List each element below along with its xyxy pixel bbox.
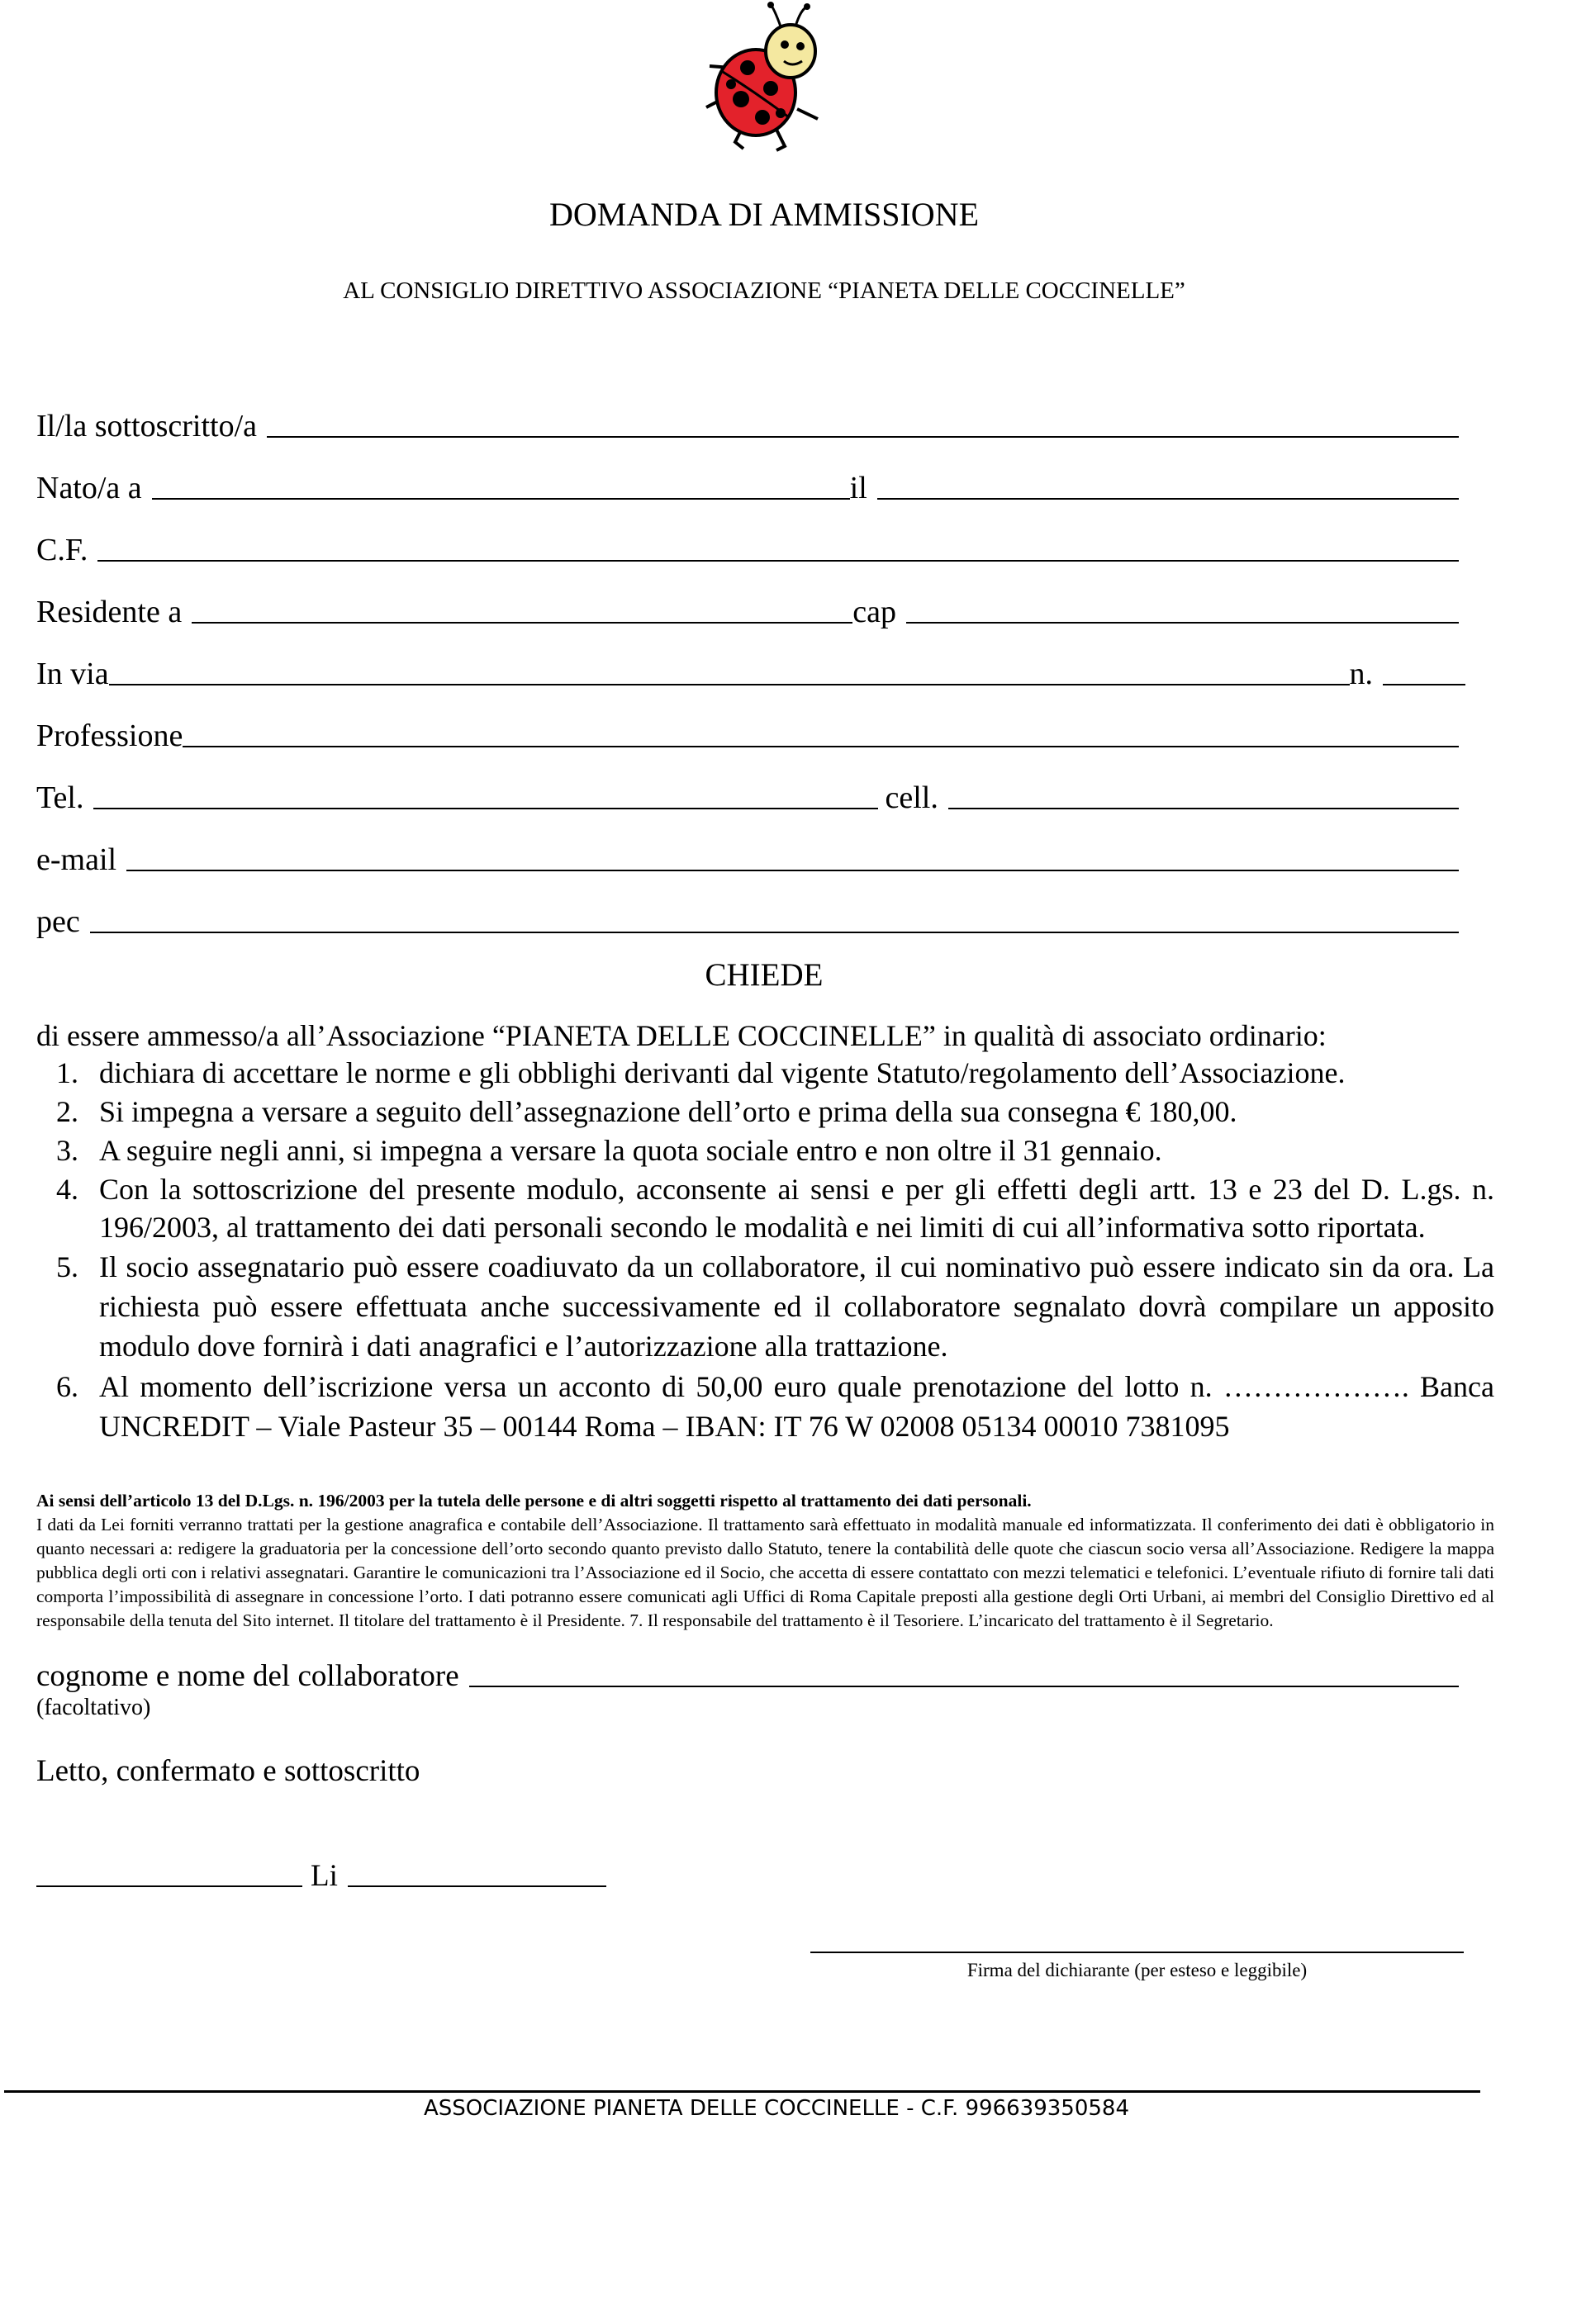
signature-line[interactable]: [810, 1952, 1464, 1953]
label-professione: Professione: [36, 719, 183, 753]
footer-text: ASSOCIAZIONE PIANETA DELLE COCCINELLE - C.F. 996639350584: [423, 2096, 1129, 2121]
label-residente: Residente a: [36, 595, 183, 629]
footer-divider: [4, 2090, 1480, 2093]
page-subtitle: AL CONSIGLIO DIRETTIVO ASSOCIAZIONE “PIANETA DELLE COCCINELLE”: [343, 277, 1185, 304]
input-line-luogo[interactable]: [36, 1885, 302, 1887]
input-line-residenza[interactable]: [192, 622, 852, 624]
item-text: Si impegna a versare a seguito dell’assegnazione dell’orto e prima della sua consegna € 180,00.: [99, 1095, 1237, 1128]
label-cell: cell.: [885, 780, 938, 815]
privacy-body: I dati da Lei forniti verranno trattati per la gestione anagrafica e contabile dell’Associazione. Il trattamento sarà effettuato in modalità manuale ed informatizzata. Il conferimento dei dati è obbligatorio in quanto necessari a: redigere la graduatoria per la concessione dell’orto secondo quanto previsto dallo Statuto, tenere la contabilità delle quote che ciascun socio versa all’Associazione. Redigere la mappa pubblica degli orti con i relativi assegnatari. Garantire le comunicazioni tra l’Associazione ed il Socio, che accetta di essere contattato con mezzi telematici e telefonici. L’eventuale rifiuto di fornire tali dati comporta l’impossibilità di assegnare in concessione l’orto. I dati potranno essere comunicati agli Uffici di Roma Capitale preposti alla gestione degli Orti Urbani, ai membri del Consiglio Direttivo ed al responsabile della tenuta del Sito internet. Il titolare del trattamento è il Presidente. 7. Il responsabile del trattamento è il Tesoriere. L’incaricato del trattamento è il Segretario.: [36, 1515, 1494, 1630]
footer: [4, 2090, 1480, 2154]
ladybug-logo: [698, 2, 834, 154]
item-number: 6.: [56, 1370, 78, 1403]
label-email: e-mail: [36, 842, 117, 877]
request-intro: di essere ammesso/a all’Associazione “PIANETA DELLE COCCINELLE” in qualità di associato ordinario:: [36, 1019, 1327, 1052]
field-tel[interactable]: [36, 766, 1465, 816]
privacy-heading: Ai sensi dell’articolo 13 del D.Lgs. n. 196/2003 per la tutela delle persone e di altri soggetti rispetto al trattamento dei dati personali.: [36, 1491, 1032, 1511]
field-cf[interactable]: [36, 519, 1465, 568]
item-number: 3.: [56, 1134, 78, 1167]
input-line-professione[interactable]: [183, 746, 1459, 747]
item-number: 2.: [56, 1095, 78, 1128]
signature-caption: Firma del dichiarante (per esteso e leggibile): [966, 1960, 1308, 1980]
input-line-cf[interactable]: [97, 560, 1459, 562]
input-line-pec[interactable]: [90, 932, 1459, 933]
list-item: [36, 1054, 1494, 1092]
list-item: [36, 1247, 1494, 1366]
label-letto: Letto, confermato e sottoscritto: [36, 1754, 420, 1788]
field-pec[interactable]: [36, 890, 1465, 940]
item-number: 5.: [56, 1250, 78, 1283]
signature-block: [810, 1952, 1464, 1983]
input-line-sottoscritto[interactable]: [267, 436, 1459, 438]
ladybug-icon: [698, 2, 834, 154]
label-pec: pec: [36, 904, 80, 939]
input-line-luogo-nascita[interactable]: [152, 498, 850, 500]
list-item: [36, 1131, 1494, 1169]
field-luogo-data[interactable]: [36, 1847, 606, 1894]
label-via: In via: [36, 657, 109, 691]
field-email[interactable]: [36, 828, 1465, 878]
label-sottoscritto: Il/la sottoscritto/a: [36, 409, 258, 443]
input-line-cell[interactable]: [948, 808, 1459, 809]
label-tel: Tel.: [36, 780, 84, 815]
list-item: [36, 1367, 1494, 1446]
input-line-data[interactable]: [348, 1885, 606, 1887]
list-item: [36, 1093, 1494, 1131]
input-line-cap[interactable]: [906, 622, 1459, 624]
input-line-email[interactable]: [126, 870, 1459, 871]
item-text: A seguire negli anni, si impegna a versare la quota sociale entro e non oltre il 31 gennaio.: [99, 1134, 1162, 1167]
input-line-collaboratore[interactable]: [469, 1686, 1459, 1687]
label-facoltativo: (facoltativo): [36, 1695, 151, 1720]
label-nato: Nato/a a: [36, 471, 142, 505]
page-title: DOMANDA DI AMMISSIONE: [548, 196, 980, 233]
item-number: 4.: [56, 1173, 78, 1206]
label-cap: cap: [852, 595, 896, 629]
field-collaboratore[interactable]: [36, 1648, 1465, 1694]
field-residente[interactable]: [36, 581, 1465, 630]
label-cf: C.F.: [36, 533, 88, 567]
label-collaboratore: cognome e nome del collaboratore: [36, 1659, 459, 1693]
field-professione[interactable]: [36, 704, 1465, 754]
request-list: [36, 1054, 1494, 1446]
field-via[interactable]: [36, 643, 1465, 692]
item-text: dichiara di accettare le norme e gli obblighi derivanti dal vigente Statuto/regolamento dell’Associazione.: [99, 1056, 1346, 1089]
item-number: 1.: [56, 1056, 78, 1089]
item-text: Il socio assegnatario può essere coadiuvato da un collaboratore, il cui nominativo può essere indicato sin da ora. La richiesta può essere effettuata anche successivamente ed il collaboratore segnalato dovrà compilare un apposito modulo dove fornirà i dati anagrafici e l’autorizzazione alla trattazione.: [99, 1250, 1494, 1363]
field-sottoscritto[interactable]: [36, 395, 1465, 444]
list-item: [36, 1170, 1494, 1246]
label-li: Li: [311, 1859, 338, 1893]
input-line-numero[interactable]: [1383, 684, 1465, 685]
privacy-notice: [36, 1489, 1494, 1633]
document-body-flow: [36, 1017, 1494, 2154]
item-text: Al momento dell’iscrizione versa un acconto di 50,00 euro quale prenotazione del lotto n. ………………. Banca UNCREDIT – Viale Pasteur 35 – 00144 Roma – IBAN: IT 76 W 02008 05134 00010 7381095: [99, 1370, 1494, 1443]
label-numero: n.: [1349, 657, 1373, 691]
input-line-data-nascita[interactable]: [877, 498, 1459, 500]
input-line-via[interactable]: [109, 684, 1350, 685]
field-nato[interactable]: [36, 457, 1465, 506]
section-heading-chiede: CHIEDE: [705, 957, 824, 993]
input-line-tel[interactable]: [93, 808, 878, 809]
item-text: Con la sottoscrizione del presente modulo, acconsente ai sensi e per gli effetti degli artt. 13 e 23 del D. L.gs. n. 196/2003, al trattamento dei dati personali secondo le modalità e nei limiti di cui all’informativa sotto riportata.: [99, 1173, 1494, 1244]
label-il: il: [849, 471, 867, 505]
